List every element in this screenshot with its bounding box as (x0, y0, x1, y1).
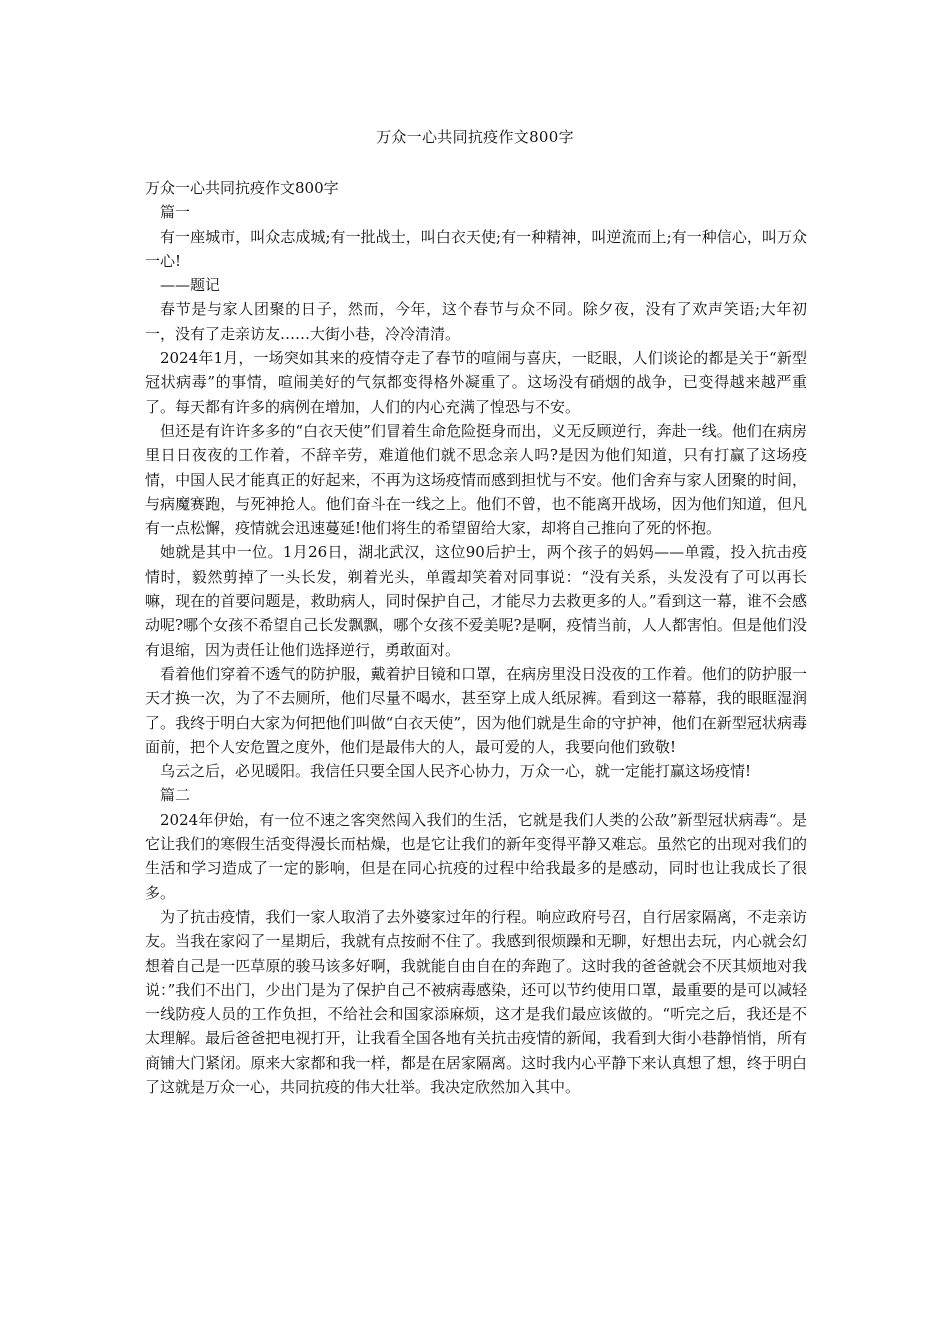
section-heading-one: 篇一 (160, 203, 191, 222)
paragraph: 看着他们穿着不透气的防护服，戴着护目镜和口罩，在病房里没日没夜的工作着。他们的防护服一天才换一次，为了不去厕所，他们尽量不喝水，甚至穿上成人纸尿裤。看到这一幕幕，我的眼眶湿润了。我终于明白大家为何把他们叫做“白衣天使”，因为他们就是生命的守护神，他们在新型冠状病毒面前，把个人安危置之度外，他们是最伟大的人，最可爱的人，我要向他们致敬! (145, 664, 807, 756)
paragraph: 2024年伊始，有一位不速之客突然闯入我们的生活，它就是我们人类的公敌”新型冠状病毒“。是它让我们的寒假生活变得漫长而枯燥，也是它让我们的新年变得平静又难忘。虽然它的出现对我们的生活和学习造成了一定的影响，但是在同心抗疫的过程中给我最多的是感动，同时也让我成长了很多。 (145, 810, 807, 902)
document-subtitle: 万众一心共同抗疫作文800字 (145, 179, 339, 197)
document-body (145, 176, 807, 1099)
paragraph: 有一座城市，叫众志成城;有一批战士，叫白衣天使;有一种精神，叫逆流而上;有一种信心，叫万众一心! (145, 227, 807, 270)
paragraph: 但还是有许许多多的“白衣天使”们冒着生命危险挺身而出，义无反顾逆行，奔赴一线。他们在病房里日日夜夜的工作着，不辞辛劳，难道他们就不思念亲人吗?是因为他们知道，只有打赢了这场疫情，中国人民才能真正的好起来，不再为这场疫情而感到担忧与不安。他们舍弃与家人团聚的时间，与病魔赛跑，与死神抢人。他们奋斗在一线之上。他们不曾，也不能离开战场，因为他们知道，但凡有一点松懈，疫情就会迅速蔓延!他们将生的希望留给大家，却将自己推向了死的怀抱。 (145, 421, 807, 538)
paragraph: 她就是其中一位。1月26日，湖北武汉，这位90后护士，两个孩子的妈妈——单霞，投入抗击疫情时，毅然剪掉了一头长发，剃着光头，单霞却笑着对同事说：“没有关系，头发没有了可以再长嘛，现在的首要问题是，救助病人，同时保护自己，才能尽力去救更多的人。”看到这一幕，谁不会感动呢?哪个女孩不希望自己长发飘飘，哪个女孩不爱美呢?是啊，疫情当前，人人都害怕。但是他们没有退缩，因为责任让他们选择逆行，勇敢面对。 (145, 543, 807, 659)
page-title: 万众一心共同抗疫作文800字 (376, 128, 574, 146)
paragraph: 2024年1月，一场突如其来的疫情夺走了春节的喧闹与喜庆，一眨眼，人们谈论的都是关于“新型冠状病毒”的事情，喧闹美好的气氛都变得格外凝重了。这场没有硝烟的战争，已变得越来越严重了。每天都有许多的病例在增加，人们的内心充满了惶恐与不安。 (145, 349, 807, 416)
paragraph: 乌云之后，必见暖阳。我信任只要全国人民齐心协力，万众一心，就一定能打赢这场疫情! (160, 762, 752, 781)
paragraph: 春节是与家人团聚的日子，然而，今年，这个春节与众不同。除夕夜，没有了欢声笑语;大年初一，没有了走亲访友……大街小巷，冷冷清清。 (145, 300, 807, 343)
epigraph-attribution: ——题记 (160, 276, 221, 295)
paragraph: 为了抗击疫情，我们一家人取消了去外婆家过年的行程。响应政府号召，自行居家隔离，不走亲访友。当我在家闷了一星期后，我就有点按耐不住了。我感到很烦躁和无聊，好想出去玩，内心就会幻想着自己是一匹草原的骏马该多好啊，我就能自由自在的奔跑了。这时我的爸爸就会不厌其烦地对我说：”我们不出门，少出门是为了保护自己不被病毒感染，还可以节约使用口罩，最重要的是可以减轻一线防疫人员的工作负担，不给社会和国家添麻烦，这才是我们最应该做的。“听完之后，我还是不太理解。最后爸爸把电视打开，让我看全国各地有关抗击疫情的新闻，我看到大街小巷静悄悄，所有商铺大门紧闭。原来大家都和我一样，都是在居家隔离。这时我内心平静下来认真想了想，终于明白了这就是万众一心，共同抗疫的伟大壮举。我决定欣然加入其中。 (145, 907, 807, 1096)
section-heading-two: 篇二 (160, 786, 191, 805)
